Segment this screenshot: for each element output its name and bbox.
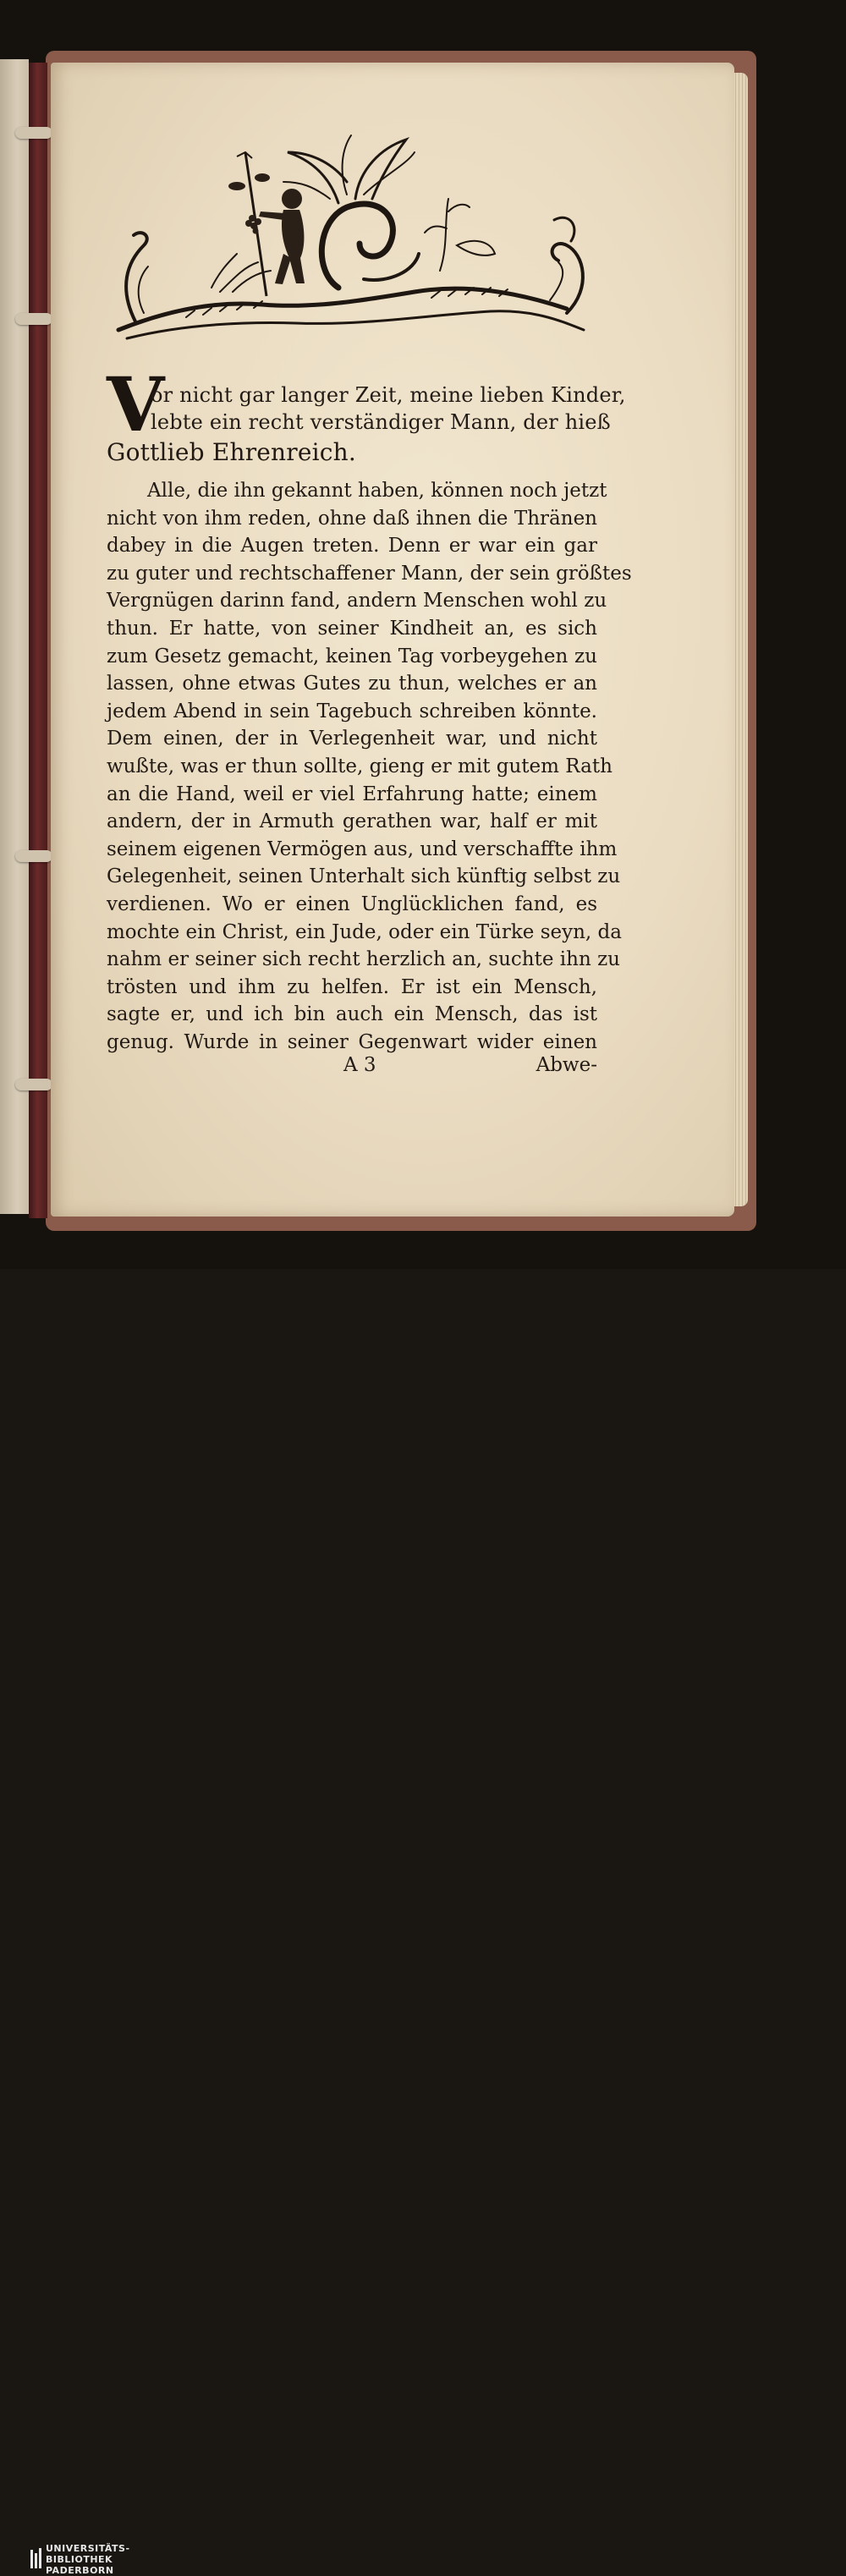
catchword: Abwe- — [536, 1054, 597, 1076]
signature-mark: A 3 — [343, 1054, 376, 1076]
text-line: nahm er seiner sich recht herzlich an, suchte ihn zu — [107, 948, 620, 971]
binding-stitch — [15, 127, 52, 139]
library-footer — [0, 1269, 846, 2576]
text-line: Alle, die ihn gekannt haben, können noch jetzt — [147, 480, 607, 502]
text-line: Dem einen, der in Verlegenheit war, und nicht — [107, 728, 597, 750]
text-line: jedem Abend in sein Tagebuch schreiben könnte. — [107, 700, 597, 722]
text-line: nicht von ihm reden, ohne daß ihnen die Thränen — [107, 507, 597, 530]
text-line: wußte, was er thun sollte, gieng er mit gutem Rath — [107, 755, 613, 777]
text-line: Gelegenheit, seinen Unterhalt sich künftig selbst zu — [107, 865, 621, 888]
text-line: andern, der in Armuth gerathen war, half er mit — [107, 810, 597, 833]
text-line: thun. Er hatte, von seiner Kindheit an, es sich — [107, 617, 597, 640]
text-line: seinem eigenen Vermögen aus, und verschaffte ihm — [107, 838, 618, 860]
drop-cap: V — [107, 360, 165, 448]
text-line: zum Gesetz gemacht, keinen Tag vorbeygehen zu — [107, 645, 597, 667]
text-line: sagte er, und ich bin auch ein Mensch, das ist — [107, 1003, 597, 1026]
rococo-vignette-ornament — [110, 118, 601, 347]
opening-line: Gottlieb Ehrenreich. — [107, 438, 357, 466]
text-line: an die Hand, weil er viel Erfahrung hatte; einem — [107, 783, 597, 805]
book-scan — [0, 0, 846, 1269]
text-line: zu guter und rechtschaffener Mann, der sein größtes — [107, 562, 632, 585]
opening-paragraph — [107, 360, 626, 466]
text-line: verdienen. Wo er einen Unglücklichen fand, es — [107, 893, 597, 915]
text-line: genug. Wurde in seiner Gegenwart wider einen — [107, 1030, 597, 1053]
logo-line: BIBLIOTHEK — [46, 2554, 113, 2565]
opening-line: lebte ein recht verständiger Mann, der hieß — [151, 410, 611, 434]
page-footer — [107, 1054, 597, 1083]
library-logo-text — [46, 2543, 130, 2576]
body-paragraph — [107, 477, 632, 1056]
logo-line: PADERBORN — [46, 2565, 114, 2576]
text-line: mochte ein Christ, ein Jude, oder ein Türke seyn, da — [107, 920, 622, 943]
left-page-edge — [0, 59, 29, 1214]
main-text — [107, 360, 632, 1056]
text-line: dabey in die Augen treten. Denn er war ein gar — [107, 535, 597, 557]
binding-stitch — [15, 850, 52, 862]
text-line: lassen, ohne etwas Gutes zu thun, welches er an — [107, 673, 597, 695]
binding-stitch — [15, 1079, 52, 1090]
binding-stitch — [15, 313, 52, 325]
logo-line: UNIVERSITÄTS- — [46, 2543, 130, 2554]
book-spine — [29, 63, 47, 1218]
text-line: Vergnügen darinn fand, andern Menschen wohl zu — [107, 590, 607, 612]
opening-line: or nicht gar langer Zeit, meine lieben Kinder, — [151, 383, 626, 407]
text-line: trösten und ihm zu helfen. Er ist ein Mensch, — [107, 975, 597, 998]
